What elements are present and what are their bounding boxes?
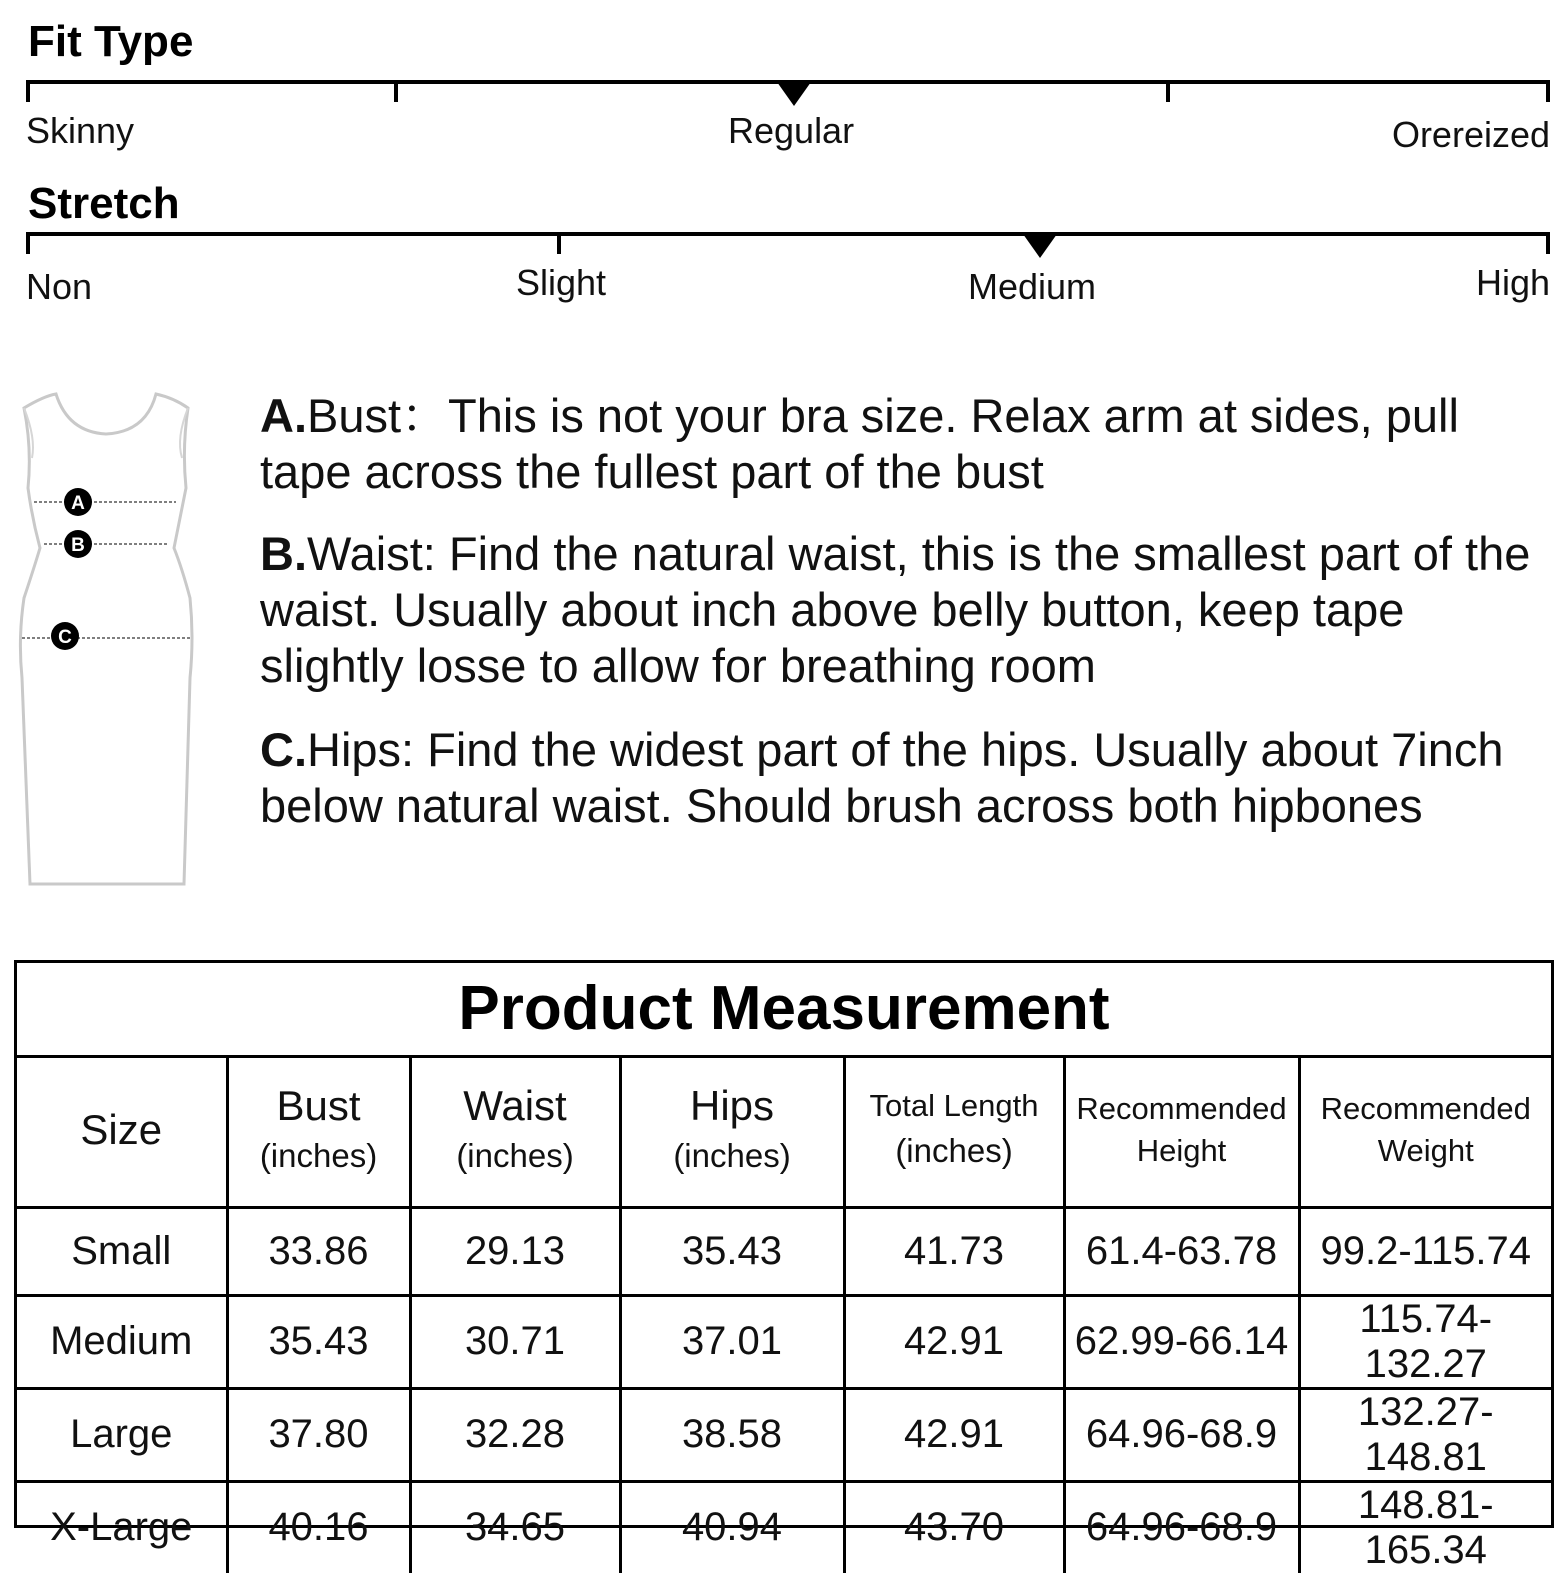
stretch-pointer-icon [1023, 234, 1057, 258]
cell-bust: 35.43 [227, 1295, 410, 1388]
stretch-tick [26, 232, 30, 254]
waist-description [260, 526, 1560, 694]
cell-waist: 29.13 [410, 1207, 620, 1295]
marker-b-label: B [71, 535, 85, 556]
fit-type-label-oversized: Orereized [1391, 114, 1550, 155]
fit-type-tick [26, 80, 30, 102]
dress-figure-icon [14, 388, 200, 894]
stretch-label-high: High [1475, 262, 1550, 303]
cell-size: Small [17, 1207, 227, 1295]
header-total-length: Total Length (inches) [844, 1055, 1064, 1207]
fit-type-tick [1166, 80, 1170, 102]
header-waist: Waist (inches) [410, 1055, 620, 1207]
header-recommended-weight: Recommended Weight [1299, 1055, 1551, 1207]
cell-size: Medium [17, 1295, 227, 1388]
bust-key: A. [260, 389, 307, 442]
marker-a-label: A [71, 493, 85, 514]
hips-text: Hips: Find the widest part of the hips. Usually about 7inch below natural waist. Should brush across both hipbones [260, 723, 1504, 832]
cell-hips: 37.01 [620, 1295, 844, 1388]
cell-bust: 33.86 [227, 1207, 410, 1295]
header-recommended-height: Recommended Height [1064, 1055, 1299, 1207]
cell-size: Large [17, 1388, 227, 1481]
cell-weight: 99.2-115.74 [1299, 1207, 1551, 1295]
table-row [17, 1481, 1551, 1573]
bust-description [260, 388, 1560, 500]
stretch-tick [1546, 232, 1550, 254]
table-title: Product Measurement [17, 963, 1551, 1058]
cell-weight: 148.81-165.34 [1299, 1481, 1551, 1573]
header-bust: Bust (inches) [227, 1055, 410, 1207]
size-table [17, 1055, 1551, 1573]
cell-bust: 40.16 [227, 1481, 410, 1573]
cell-hips: 40.94 [620, 1481, 844, 1573]
waist-text: Waist: Find the natural waist, this is the smallest part of the waist. Usually about inch above belly button, keep tape slightly losse to allow for breathing room [260, 527, 1531, 692]
fit-type-tick [394, 80, 398, 102]
cell-total-length: 42.91 [844, 1295, 1064, 1388]
cell-weight: 132.27-148.81 [1299, 1388, 1551, 1481]
cell-total-length: 41.73 [844, 1207, 1064, 1295]
cell-total-length: 43.70 [844, 1481, 1064, 1573]
waist-key: B. [260, 527, 307, 580]
cell-weight: 115.74-132.27 [1299, 1295, 1551, 1388]
cell-total-length: 42.91 [844, 1388, 1064, 1481]
fit-type-pointer-icon [777, 82, 811, 106]
table-row [17, 1295, 1551, 1388]
table-row [17, 1388, 1551, 1481]
fit-type-label-skinny: Skinny [26, 110, 135, 151]
fit-type-tick [1546, 80, 1550, 102]
stretch-scale-line [26, 232, 1550, 236]
marker-a-icon [64, 488, 92, 516]
stretch-title: Stretch [28, 179, 180, 228]
stretch-label-slight: Slight [516, 262, 607, 303]
cell-hips: 35.43 [620, 1207, 844, 1295]
marker-c-icon [51, 622, 79, 650]
header-size: Size [17, 1055, 227, 1207]
cell-height: 64.96-68.9 [1064, 1388, 1299, 1481]
measurement-table [14, 960, 1554, 1572]
cell-waist: 32.28 [410, 1388, 620, 1481]
cell-height: 64.96-68.9 [1064, 1481, 1299, 1573]
cell-bust: 37.80 [227, 1388, 410, 1481]
cell-hips: 38.58 [620, 1388, 844, 1481]
hips-description [260, 722, 1560, 834]
table-header-row [17, 1055, 1551, 1207]
fit-type-label-regular: Regular [728, 110, 855, 151]
cell-waist: 30.71 [410, 1295, 620, 1388]
cell-height: 61.4-63.78 [1064, 1207, 1299, 1295]
stretch-label-non: Non [26, 266, 93, 307]
marker-c-label: C [58, 627, 72, 648]
bust-text: Bust：This is not your bra size. Relax arm at sides, pull tape across the fullest part of the bust [260, 389, 1459, 498]
cell-size: X-Large [17, 1481, 227, 1573]
fit-type-title: Fit Type [28, 17, 194, 66]
cell-waist: 34.65 [410, 1481, 620, 1573]
hips-key: C. [260, 723, 307, 776]
stretch-tick [557, 232, 561, 254]
marker-b-icon [64, 530, 92, 558]
cell-height: 62.99-66.14 [1064, 1295, 1299, 1388]
table-row [17, 1207, 1551, 1295]
stretch-label-medium: Medium [968, 266, 1097, 307]
header-hips: Hips (inches) [620, 1055, 844, 1207]
